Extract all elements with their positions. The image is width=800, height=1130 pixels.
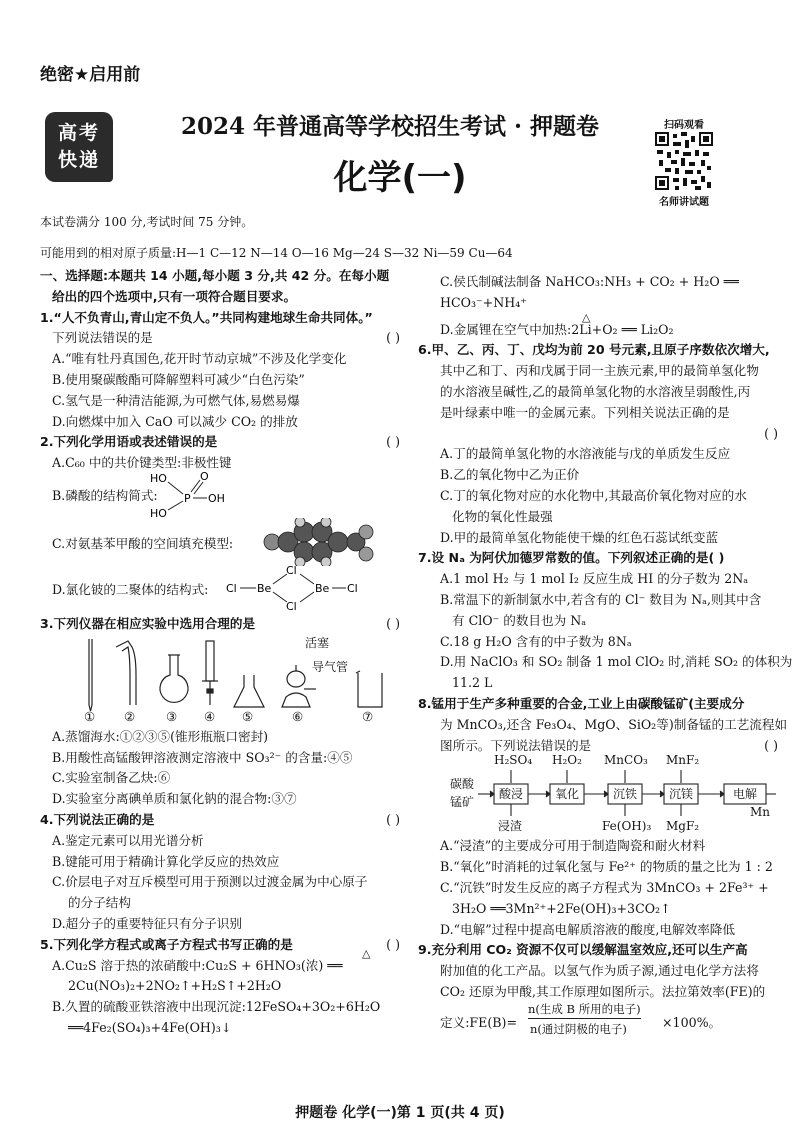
q5-option-a: A.Cu₂S 溶于热的浓硝酸中:Cu₂S + 6HNO₃(浓) ══ △ [40, 956, 400, 977]
apparatus-number: ⑥ [292, 708, 304, 724]
answer-bracket: ( ) [386, 434, 400, 450]
q6-stem-cont: 是叶绿素中唯一的金属元素。下列相关说法正确的是 [440, 404, 730, 420]
apparatus-number: ⑦ [362, 708, 374, 724]
q2-option-d: D.氯化铍的二聚体的结构式: Cl Be Cl Cl Be Cl [40, 562, 400, 614]
heat-symbol: △ [582, 310, 591, 324]
logo-text-bottom: 快递 [57, 149, 100, 171]
q8-option-d: D.“电解”过程中提高电解质溶液的酸度,电解效率降低 [440, 921, 735, 937]
flow-step-label: 氧化 [555, 787, 580, 802]
svg-text:Be: Be [257, 581, 272, 595]
answer-bracket: ( ) [764, 737, 778, 753]
q7-option-c: C.18 g H₂O 含有的中子数为 8Nₐ [440, 633, 632, 649]
flow-step-label: 电解 [733, 787, 758, 802]
section-heading-cont: 给出的四个选项中,只有一项符合题目要求。 [52, 288, 297, 304]
conical-flask-icon [234, 675, 264, 707]
qr-code-icon[interactable] [655, 132, 713, 190]
q3-option-b: B.用酸性高锰酸钾溶液测定溶液中 SO₃²⁻ 的含量:④⑤ [52, 749, 353, 765]
q9-formula: 定义:FE(B)= n(生成 B 所用的电子) n(通过阴极的电子) ×100%。 [440, 1001, 722, 1036]
apparatus-number: ① [84, 708, 96, 724]
byproduct-label: Fe(OH)₃ [602, 819, 652, 834]
q1-option-b: B.使用聚碳酸酯可降解塑料可减少“白色污染” [52, 371, 305, 387]
byproduct-label: MgF₂ [666, 819, 700, 834]
q7-stem: 7.设 Nₐ 为阿伏加德罗常数的值。下列叙述正确的是( ) [418, 550, 725, 566]
fraction-denominator: n(通过阴极的电子) [530, 1021, 627, 1036]
confidential-mark: 绝密★启用前 [40, 65, 141, 85]
q5-option-d: D.金属锂在空气中加热:2Li+O₂ ══ Li₂O₂ △ [418, 320, 778, 341]
reagent-label: MnCO₃ [604, 753, 648, 768]
flow-step-label: 沉铁 [613, 787, 638, 802]
becl2-dimer-structure [226, 564, 366, 612]
q8-stem: 8.锰用于生产多种重要的合金,工业上由碳酸锰矿(主要成分 [418, 695, 745, 711]
apparatus-number: ③ [166, 708, 178, 724]
q7-option-b-cont: 有 ClO⁻ 的数目也为 Nₐ [452, 612, 587, 628]
dropping-funnel-icon [202, 641, 218, 705]
q7-option-a: A.1 mol H₂ 与 1 mol I₂ 反应生成 HI 的分子数为 2Nₐ [440, 571, 749, 587]
answer-bracket: ( ) [386, 615, 400, 631]
logo-text-top: 高考 [57, 122, 100, 144]
q5-option-b-cont: ══4Fe₂(SO₄)₃+4Fe(OH)₃↓ [68, 1019, 232, 1035]
brand-logo [45, 112, 113, 182]
q5-option-b: B.久置的硫酸亚铁溶液中出现沉淀:12FeSO₄+3O₂+6H₂O [52, 999, 381, 1015]
exam-title: 2024 年普通高等学校招生考试 · 押题卷 [180, 113, 600, 140]
answer-bracket: ( ) [386, 811, 400, 827]
q4-option-a: A.鉴定元素可以用光谱分析 [52, 832, 204, 848]
svg-text:O: O [200, 469, 209, 483]
flow-start-label: 锰矿 [450, 795, 475, 810]
q2-option-b: B.磷酸的结构简式: HO HO P OH O [40, 474, 400, 520]
q7-option-d: D.用 NaClO₃ 和 SO₂ 制备 1 mol ClO₂ 时,消耗 SO₂ 的体积为 [440, 654, 793, 670]
q6-option-a: A.丁的最简单氢化物的水溶液能与戊的单质发生反应 [440, 446, 731, 462]
q1-option-a: A.“唯有牡丹真国色,花开时节动京城”不涉及化学变化 [52, 351, 347, 367]
gas-generator-icon [282, 665, 316, 707]
svg-text:Cl: Cl [226, 581, 237, 595]
round-flask-icon [160, 655, 188, 702]
q5-stem: 5.下列化学方程式或离子方程式书写正确的是 ( ) [40, 935, 400, 956]
svg-text:HO: HO [150, 506, 167, 520]
q5-option-c: C.侯氏制碱法制备 NaHCO₃:NH₃ + CO₂ + H₂O ══ [440, 274, 739, 289]
beaker-icon [356, 671, 382, 707]
flow-end-label: Mn [750, 805, 771, 820]
q6-option-c: C.丁的氧化物对应的水化物中,其最高价氧化物对应的水 [440, 487, 747, 503]
q1-stem-cont: 下列说法错误的是 ( ) [40, 328, 400, 349]
burette-icon [89, 639, 92, 711]
label-gas-tube: 导气管 [312, 659, 349, 674]
q2-option-a: A.C₆₀ 中的共价键类型:非极性键 [52, 455, 232, 471]
q7-option-d-cont: 11.2 L [452, 675, 493, 691]
atomic-mass-line: 可能用到的相对原子质量:H—1 C—12 N—14 O—16 Mg—24 S—32 Ni—59 Cu—64 [40, 246, 513, 260]
q9-stem-cont: 附加值的化工产品。以氢气作为质子源,通过电化学方法将 [440, 963, 759, 979]
q6-stem-cont: 的水溶液呈碱性,乙的最简单氢化物的水溶液呈弱酸性,丙 [440, 383, 751, 399]
q6-stem-cont: 其中乙和丁、丙和戊属于同一主族元素,甲的最简单氢化物 [440, 363, 759, 379]
svg-text:Cl: Cl [286, 599, 297, 612]
svg-text:P: P [184, 491, 191, 505]
section-heading: 一、选择题:本题共 14 小题,每小题 3 分,共 42 分。在每小题 [40, 268, 390, 283]
q7-option-b: B.常温下的新制氯水中,若含有的 Cl⁻ 数目为 Nₐ,则其中含 [440, 591, 762, 607]
answer-bracket: ( ) [386, 936, 400, 952]
q9-stem-cont: CO₂ 还原为甲酸,其工作原理如图所示。法拉第效率(FE)的 [440, 983, 766, 999]
flow-step-label: 酸浸 [499, 787, 524, 802]
page-footer: 押题卷 化学(一)第 1 页(共 4 页) [295, 1105, 505, 1121]
subject-title: 化学(一) [333, 158, 467, 198]
space-filling-model-icon [258, 518, 378, 566]
answer-bracket: ( ) [386, 330, 400, 346]
qr-caption-top: 扫码观看 [664, 120, 704, 131]
q3-option-d: D.实验室分离碘单质和氯化钠的混合物:③⑦ [52, 791, 297, 807]
q1-option-d: D.向燃煤中加入 CaO 可以减少 CO₂ 的排放 [52, 413, 298, 429]
reagent-label: H₂O₂ [552, 753, 582, 768]
label-piston: 活塞 [305, 635, 330, 650]
flow-start-label: 碳酸 [450, 777, 475, 792]
svg-text:Be: Be [315, 581, 330, 595]
q5-option-c-cont: HCO₃⁻+NH₄⁺ [440, 294, 527, 310]
reagent-label: MnF₂ [666, 753, 700, 768]
phosphoric-acid-structure [148, 470, 228, 522]
right-column [418, 272, 793, 1043]
q4-stem: 4.下列说法正确的是 ( ) [40, 810, 400, 831]
heat-symbol: △ [362, 946, 371, 960]
q8-stem-cont: 为 MnCO₃,还含 Fe₃O₄、MgO、SiO₂等)制备锰的工艺流程如 [440, 716, 788, 732]
q8-option-b: B.“氧化”时消耗的过氧化氢与 Fe²⁺ 的物质的量之比为 1 : 2 [440, 859, 773, 875]
qr-caption-bottom: 名师讲试题 [659, 197, 709, 208]
q6-option-d: D.甲的最简单氢化物能使干燥的红色石蕊试纸变蓝 [440, 529, 719, 545]
q6-option-b: B.乙的氧化物中乙为正价 [440, 467, 580, 483]
q6-stem: 6.甲、乙、丙、丁、戊均为前 20 号元素,且原子序数依次增大, [418, 342, 770, 358]
left-column [40, 266, 400, 1039]
exam-info-line: 本试卷满分 100 分,考试时间 75 分钟。 [40, 215, 254, 229]
byproduct-label: 浸渣 [498, 819, 523, 834]
q3-option-a: A.蒸馏海水:①②③⑤(锥形瓶瓶口密封) [52, 728, 269, 744]
q4-option-d: D.超分子的重要特征只有分子识别 [52, 915, 242, 931]
q1-stem: 1.“人不负青山,青山定不负人。”共同构建地球生命共同体。” [40, 309, 373, 325]
q8-option-c-cont: 3H₂O ══3Mn²⁺+2Fe(OH)₃+3CO₂↑ [452, 900, 671, 916]
q2-option-c: C.对氨基苯甲酸的空间填充模型: [40, 520, 400, 562]
q1-option-c: C.氢气是一种清洁能源,为可燃气体,易燃易爆 [52, 392, 300, 408]
q3-option-c: C.实验室制备乙炔:⑥ [52, 770, 171, 786]
svg-text:OH: OH [208, 491, 225, 505]
q3-apparatus-figure [40, 635, 400, 727]
svg-text:Cl: Cl [286, 563, 297, 577]
reagent-label: H₂SO₄ [494, 753, 533, 768]
q4-option-b: B.键能可用于精确计算化学反应的热效应 [52, 853, 280, 869]
q8-option-c: C.“沉铁”时发生反应的离子方程式为 3MnCO₃ + 2Fe³⁺ + [440, 879, 769, 895]
svg-text:HO: HO [150, 471, 167, 485]
q4-option-c: C.价层电子对互斥模型可用于预测以过渡金属为中心原子 [52, 874, 368, 890]
q5-option-a-cont: 2Cu(NO₃)₂+2NO₂↑+H₂S↑+2H₂O [68, 978, 282, 994]
svg-text:Cl: Cl [347, 581, 358, 595]
q9-stem: 9.充分利用 CO₂ 资源不仅可以缓解温室效应,还可以生产高 [418, 942, 748, 958]
condenser-bend-icon [116, 641, 136, 705]
q3-stem: 3.下列仪器在相应实验中选用合理的是 ( ) [40, 614, 400, 635]
q8-flow-diagram [418, 753, 778, 836]
q6-option-c-cont: 化物的氧化性最强 [452, 508, 553, 524]
answer-bracket: ( ) [764, 425, 778, 441]
flow-step-label: 沉镁 [669, 787, 694, 802]
q8-stem-cont: 图所示。下列说法错误的是 ( ) [418, 736, 778, 757]
q2-stem: 2.下列化学用语或表述错误的是 ( ) [40, 432, 400, 453]
q8-option-a: A.“浸渣”的主要成分可用于制造陶瓷和耐火材料 [440, 838, 706, 854]
apparatus-number: ② [124, 708, 136, 724]
fraction-numerator: n(生成 B 所用的电子) [528, 1001, 641, 1019]
q4-option-c-cont: 的分子结构 [68, 895, 131, 911]
apparatus-number: ④ [204, 708, 216, 724]
apparatus-number: ⑤ [242, 708, 254, 724]
